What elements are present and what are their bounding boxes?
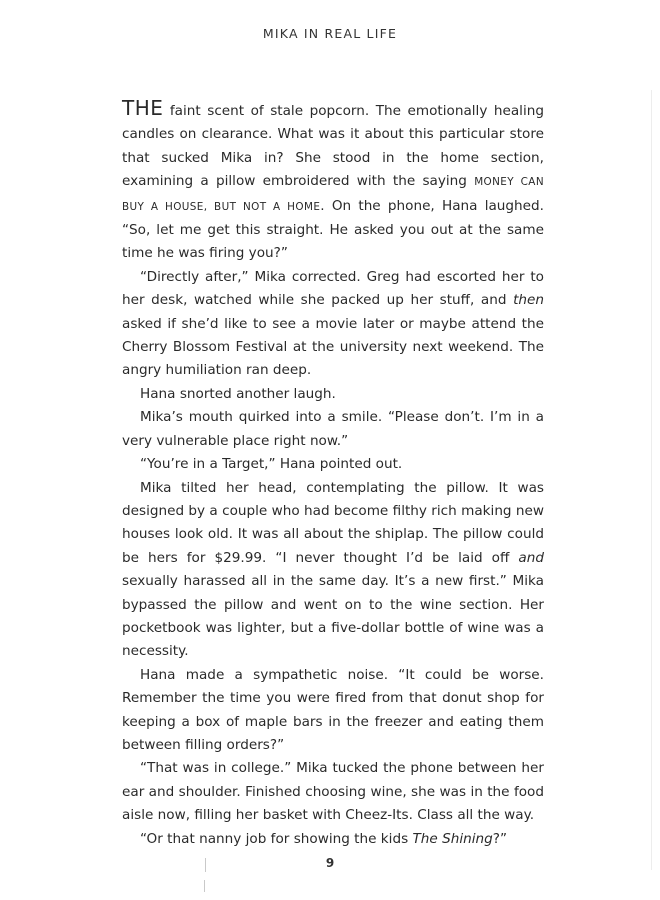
paragraph-6-emphasis: and xyxy=(518,549,544,566)
scan-edge-mark xyxy=(204,880,205,892)
paragraph-6-text-a: Mika tilted her head, contemplating the pillow. It was designed by a couple who had become filthy rich making new houses look old. It was all about the shiplap. The pillow could be hers for $29.99. “I never thought I’d be laid off xyxy=(122,479,544,566)
paragraph-1 xyxy=(122,98,544,266)
paragraph-9-text-a: “Or that nanny job for showing the kids xyxy=(140,830,413,847)
running-head: MIKA IN REAL LIFE xyxy=(262,26,398,41)
paragraph-2 xyxy=(122,266,544,383)
paragraph-5: “You’re in a Target,” Hana pointed out. xyxy=(140,456,403,473)
paragraph-1-text-b: . On the phone, Hana laughed. “So, let me get this straight. He asked you out at the same time he was firing you?” xyxy=(122,197,544,262)
paragraph-2-text-b: asked if she’d like to see a movie later or maybe attend the Cherry Blossom Festival at the university next weekend. The angry humiliation ran deep. xyxy=(122,315,544,379)
paragraph-9 xyxy=(122,828,544,851)
paragraph-1-text-a: faint scent of stale popcorn. The emotionally healing candles on clearance. What was it about this particular store that sucked Mika in? She stood in the home section, examining a pillow embroidered with the saying xyxy=(122,103,544,190)
pillow-saying-smallcaps: MONEY CAN BUY A HOUSE, BUT NOT A HOME xyxy=(122,176,544,213)
paragraph-6-text-b: sexually harassed all in the same day. It’s a new first.” Mika bypassed the pillow and went on to the wine section. Her pocketbook was lighter, but a five-dollar bottle of wine was a necessity. xyxy=(122,573,544,660)
paragraph-3: Hana snorted another laugh. xyxy=(140,385,336,402)
opening-word: THE xyxy=(122,96,164,120)
scan-edge-mark xyxy=(205,858,206,872)
paragraph-2-text-a: “Directly after,” Mika corrected. Greg had escorted her to her desk, watched while she packed up her stuff, and xyxy=(122,268,544,309)
paragraph-6 xyxy=(122,477,544,664)
book-title-emphasis: The Shining xyxy=(412,830,493,847)
paragraph-4: Mika’s mouth quirked into a smile. “Please don’t. I’m in a very vulnerable place right now.” xyxy=(122,409,544,449)
paragraph-2-emphasis: then xyxy=(513,292,544,309)
scan-edge-mark xyxy=(651,90,652,870)
paragraph-9-text-b: ?” xyxy=(492,830,508,847)
paragraph-8: “That was in college.” Mika tucked the phone between her ear and shoulder. Finished choosing wine, she was in the food aisle now, filling her basket with Cheez-Its. Class all the way. xyxy=(122,760,544,824)
paragraph-7: Hana made a sympathetic noise. “It could be worse. Remember the time you were fired from that donut shop for keeping a box of maple bars in the freezer and eating them between filling orders?” xyxy=(122,666,544,753)
body-text xyxy=(122,98,544,851)
page-number: 9 xyxy=(325,856,335,870)
